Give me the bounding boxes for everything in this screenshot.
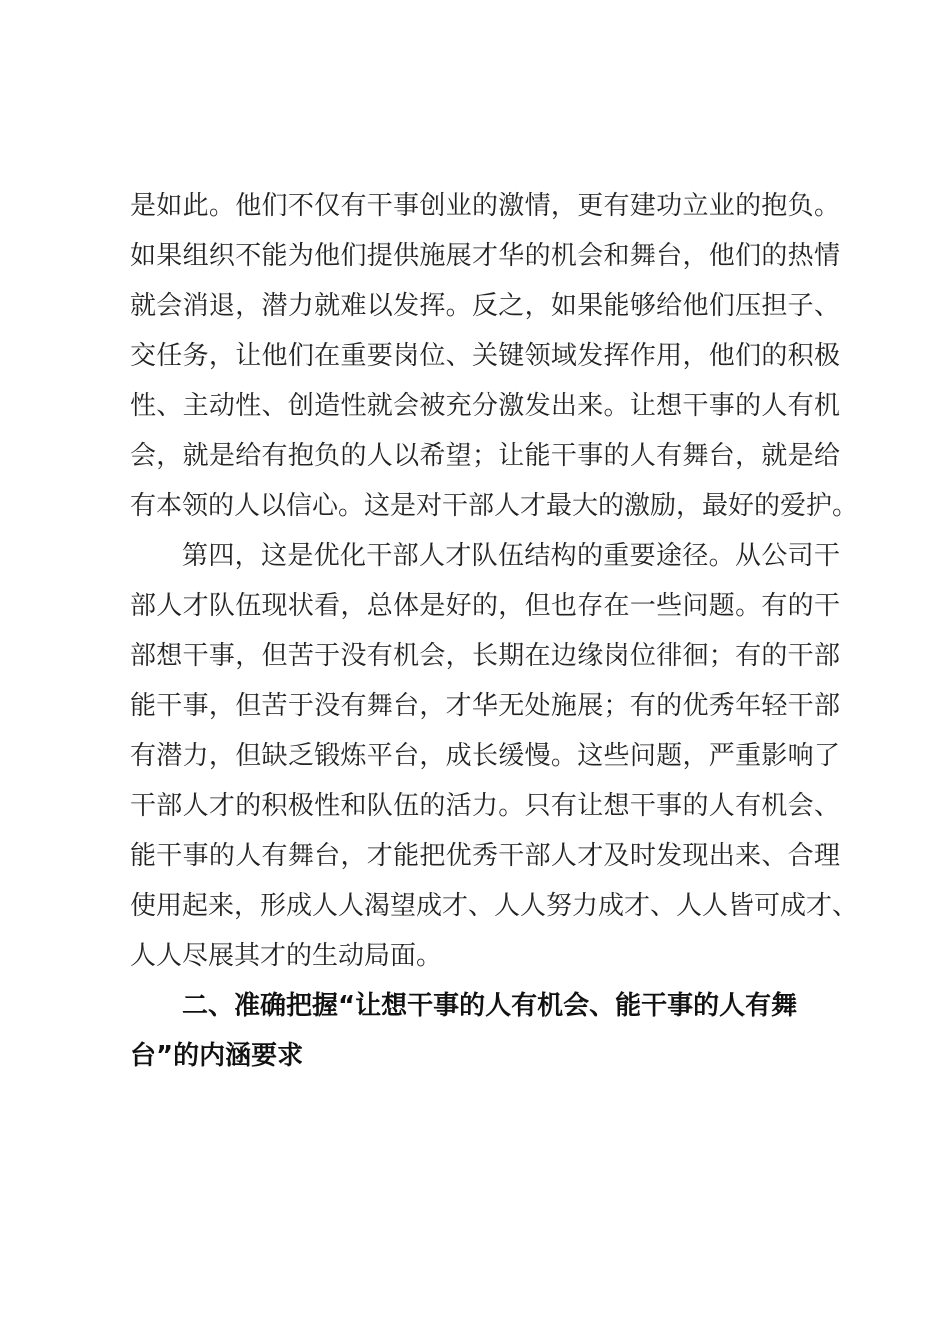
paragraph-line: 性、主动性、创造性就会被充分激发出来。让想干事的人有机: [130, 391, 840, 421]
paragraph-line: 能干事，但苦于没有舞台，才华无处施展；有的优秀年轻干部: [130, 691, 840, 721]
section-heading: 台”的内涵要求: [130, 1041, 304, 1071]
paragraph-line: 第四，这是优化干部人才队伍结构的重要途径。从公司干: [182, 541, 840, 571]
paragraph-line: 干部人才的积极性和队伍的活力。只有让想干事的人有机会、: [130, 791, 840, 821]
paragraph-line: 有潜力，但缺乏锻炼平台，成长缓慢。这些问题，严重影响了: [130, 741, 840, 771]
paragraph-line: 能干事的人有舞台，才能把优秀干部人才及时发现出来、合理: [130, 841, 840, 871]
paragraph-line: 使用起来，形成人人渴望成才、人人努力成才、人人皆可成才、: [130, 891, 859, 921]
paragraph-line: 部想干事，但苦于没有机会，长期在边缘岗位徘徊；有的干部: [130, 641, 840, 671]
paragraph-line: 交任务，让他们在重要岗位、关键领域发挥作用，他们的积极: [130, 341, 840, 371]
paragraph-line: 人人尽展其才的生动局面。: [130, 941, 443, 971]
section-heading: 二、准确把握“让想干事的人有机会、能干事的人有舞: [182, 991, 798, 1021]
paragraph-line: 就会消退，潜力就难以发挥。反之，如果能够给他们压担子、: [130, 291, 840, 321]
paragraph-line: 有本领的人以信心。这是对干部人才最大的激励，最好的爱护。: [130, 491, 859, 521]
paragraph-line: 是如此。他们不仅有干事创业的激情，更有建功立业的抱负。: [130, 191, 840, 221]
paragraph-line: 如果组织不能为他们提供施展才华的机会和舞台，他们的热情: [130, 241, 840, 271]
paragraph-line: 部人才队伍现状看，总体是好的，但也存在一些问题。有的干: [130, 591, 840, 621]
paragraph-line: 会，就是给有抱负的人以希望；让能干事的人有舞台，就是给: [130, 441, 840, 471]
